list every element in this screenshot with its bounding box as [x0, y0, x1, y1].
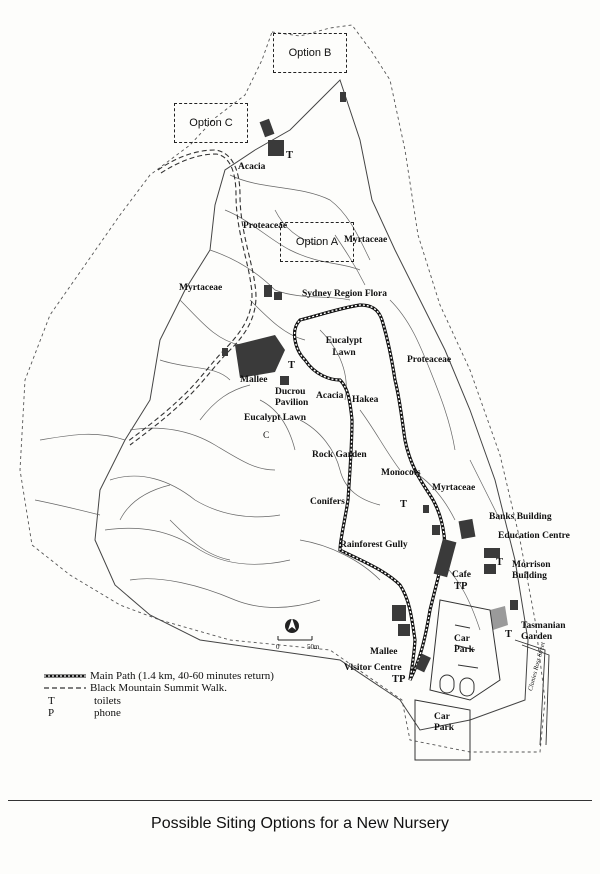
ducrou-main-building [235, 335, 285, 378]
label-tasmanian-garden: Tasmanian Garden [521, 621, 566, 643]
legend-row-main-path [44, 670, 274, 683]
legend-summit-walk: Black Mountain Summit Walk. [90, 682, 228, 695]
legend-row-summit-walk [44, 683, 274, 696]
label-proteaceae-top: Proteaceae [243, 221, 288, 231]
visitor-building-b [398, 624, 410, 636]
label-proteaceae-right: Proteaceae [407, 355, 452, 365]
legend-toilets: toilets [94, 694, 121, 707]
label-car-park-upper: Car Park [454, 634, 475, 656]
option-c-label: Option C [189, 117, 233, 129]
label-eucalypt-lawn-upper: Eucalypt Lawn [325, 336, 363, 358]
legend-toilets-key: T [48, 694, 55, 707]
label-education-centre: Education Centre [498, 531, 570, 541]
education-annex [510, 600, 518, 610]
label-rock-garden: Rock Garden [312, 450, 367, 460]
label-banks-building: Banks Building [489, 512, 552, 522]
label-hakea: Hakea [352, 395, 379, 405]
option-b-label: Option B [288, 47, 332, 59]
label-myrtaceae-left: Myrtaceae [179, 283, 223, 293]
summit-building [340, 92, 346, 102]
toilet-mark-morrison: T [496, 557, 504, 568]
banks-building-block [459, 519, 476, 539]
building-small-a [222, 348, 228, 356]
toilet-mark-pavilion: T [288, 360, 296, 371]
label-car-park-lower: Car Park [434, 712, 455, 734]
toilet-mark-top: T [286, 150, 294, 161]
option-a-label: Option A [295, 236, 339, 248]
summit-walk [127, 150, 256, 445]
ducrou-pavilion-block [280, 376, 289, 385]
building-myrt [264, 285, 272, 297]
street-name: Clunies Ross Street [527, 641, 547, 692]
option-b-box[interactable] [273, 33, 347, 73]
scale-zero: 0 [276, 643, 280, 651]
toilet-phone-cafe: TP [454, 581, 468, 592]
label-rainforest-gully: Rainforest Gully [340, 540, 408, 550]
toilet-mark-central: T [400, 499, 408, 510]
visitor-building-a [392, 605, 406, 621]
legend-row-phone [44, 708, 274, 721]
building-central-a [423, 505, 429, 513]
label-mallee-left: Mallee [240, 375, 268, 385]
label-cafe: Cafe [452, 570, 471, 580]
morrison-building-block [484, 564, 496, 574]
scale-fifty: 50m [307, 643, 320, 651]
label-ducrou-pavilion: Ducrou Pavilion [275, 387, 309, 409]
building-myrt-2 [274, 292, 282, 300]
label-conifers: Conifers [310, 497, 345, 507]
label-mallee-lower: Mallee [370, 647, 398, 657]
label-myrtaceae-top: Myrtaceae [344, 235, 388, 245]
label-morrison-building: Morrison Building [512, 560, 551, 582]
label-monocots: Monocots [381, 468, 421, 478]
label-visitor-centre: Visitor Centre [344, 663, 402, 673]
legend-main-path: Main Path (1.4 km, 40-60 minutes return) [90, 669, 274, 682]
map-caption: Possible Siting Options for a New Nursery [151, 815, 449, 832]
building-top-2 [268, 140, 284, 156]
north-arrow-icon [285, 618, 299, 633]
building-central-b [432, 525, 440, 535]
toilet-phone-visitor: TP [392, 674, 406, 685]
option-a-box[interactable] [280, 222, 354, 262]
option-c-box[interactable] [174, 103, 248, 143]
legend-phone-key: P [48, 707, 55, 720]
label-sydney-region-flora: Sydney Region Flora [302, 289, 387, 299]
legend-row-toilets [44, 695, 274, 708]
building-top [260, 119, 275, 137]
label-eucalypt-lawn-lower: Eucalypt Lawn [244, 413, 307, 423]
label-acacia-top: Acacia [238, 162, 266, 172]
label-myrtaceae-lower: Myrtaceae [432, 483, 476, 493]
legend-phone: phone [94, 707, 121, 720]
legend [44, 670, 274, 720]
c-mark: C [263, 431, 270, 441]
label-acacia-mid: Acacia [316, 391, 344, 401]
scale-bar [278, 636, 312, 640]
toilet-mark-tasmanian: T [505, 629, 513, 640]
